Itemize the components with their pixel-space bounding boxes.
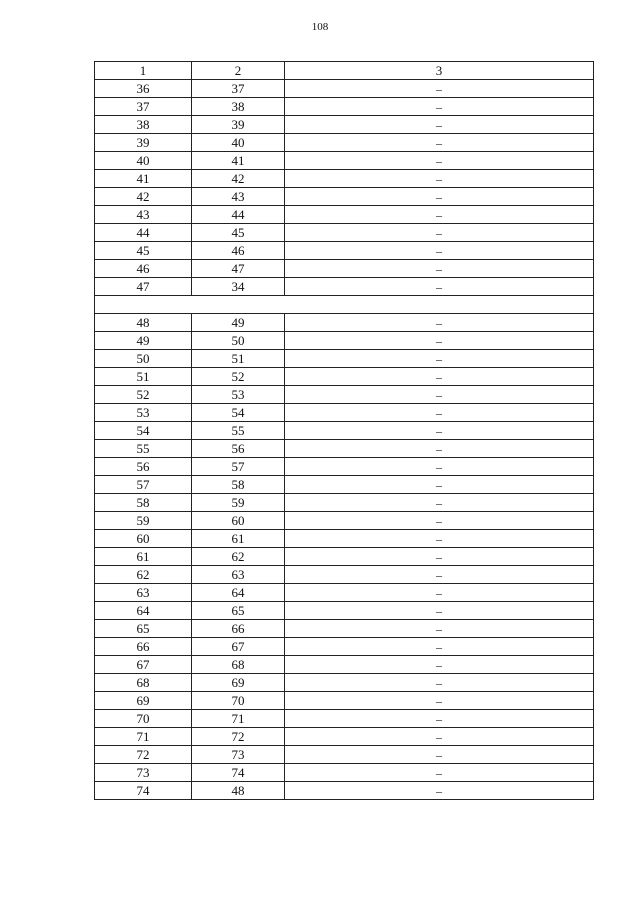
table-cell-col1: 70 <box>95 710 192 728</box>
table-row <box>95 332 594 350</box>
table-row <box>95 638 594 656</box>
table-row <box>95 80 594 98</box>
table-cell-col1: 51 <box>95 368 192 386</box>
table-row <box>95 782 594 800</box>
table-cell-col2: 65 <box>192 602 285 620</box>
table-cell-col1: 58 <box>95 494 192 512</box>
table-cell-col2: 43 <box>192 188 285 206</box>
table-row <box>95 170 594 188</box>
table-cell-col1: 67 <box>95 656 192 674</box>
table-row <box>95 602 594 620</box>
table-row <box>95 242 594 260</box>
table-cell-col1: 38 <box>95 116 192 134</box>
table-cell-col1: 46 <box>95 260 192 278</box>
table-row <box>95 404 594 422</box>
table-cell-col2: 52 <box>192 368 285 386</box>
table-cell-col1: 49 <box>95 332 192 350</box>
table-cell-col2: 46 <box>192 242 285 260</box>
table-cell-col2: 44 <box>192 206 285 224</box>
header-row <box>95 62 594 80</box>
table-cell-col2: 50 <box>192 332 285 350</box>
table-cell-col3: – <box>285 242 594 260</box>
table-cell-col3: – <box>285 512 594 530</box>
table-cell-col3: – <box>285 260 594 278</box>
table-cell-col1: 40 <box>95 152 192 170</box>
table-cell-col3: – <box>285 206 594 224</box>
table-cell-col1: 72 <box>95 746 192 764</box>
table-cell-col3: – <box>285 530 594 548</box>
table-cell-col3: – <box>285 278 594 296</box>
table-cell-col3: – <box>285 332 594 350</box>
column-header-3: 3 <box>285 62 594 80</box>
table-cell-col3: – <box>285 134 594 152</box>
table-row <box>95 188 594 206</box>
table-cell-col1: 53 <box>95 404 192 422</box>
table-cell-col2: 64 <box>192 584 285 602</box>
table-cell-col3: – <box>285 368 594 386</box>
table-row <box>95 224 594 242</box>
table-cell-col1: 50 <box>95 350 192 368</box>
table-row <box>95 494 594 512</box>
table-cell-col3: – <box>285 404 594 422</box>
table-row <box>95 764 594 782</box>
table-row <box>95 566 594 584</box>
table-row <box>95 116 594 134</box>
table-cell-col3: – <box>285 440 594 458</box>
table-cell-col2: 39 <box>192 116 285 134</box>
table-cell-col1: 56 <box>95 458 192 476</box>
table-cell-col1: 52 <box>95 386 192 404</box>
table-cell-col3: – <box>285 314 594 332</box>
table-body <box>95 62 594 800</box>
table-cell-col2: 55 <box>192 422 285 440</box>
table-cell-col3: – <box>285 188 594 206</box>
table-cell-col1: 48 <box>95 314 192 332</box>
table-cell-col1: 54 <box>95 422 192 440</box>
table-cell-col1: 68 <box>95 674 192 692</box>
table-cell-col3: – <box>285 98 594 116</box>
table-cell-col1: 45 <box>95 242 192 260</box>
page-number: 108 <box>311 21 329 33</box>
table-cell-col2: 70 <box>192 692 285 710</box>
table-cell-col1: 64 <box>95 602 192 620</box>
table-cell-col3: – <box>285 152 594 170</box>
table-row <box>95 314 594 332</box>
column-header-2: 2 <box>192 62 285 80</box>
table-cell-col3: – <box>285 638 594 656</box>
table-row <box>95 512 594 530</box>
table-cell-col3: – <box>285 224 594 242</box>
table-row <box>95 584 594 602</box>
table-cell-col1: 62 <box>95 566 192 584</box>
table-cell-col3: – <box>285 386 594 404</box>
table-row <box>95 368 594 386</box>
table-row <box>95 206 594 224</box>
table-cell-col3: – <box>285 548 594 566</box>
table-row <box>95 746 594 764</box>
table-cell-col2: 66 <box>192 620 285 638</box>
table-cell-col2: 57 <box>192 458 285 476</box>
table-cell-col2: 47 <box>192 260 285 278</box>
table-cell-col1: 44 <box>95 224 192 242</box>
table-row <box>95 260 594 278</box>
table-row <box>95 476 594 494</box>
table-cell-col2: 38 <box>192 98 285 116</box>
table-row <box>95 278 594 296</box>
table-cell-col2: 68 <box>192 656 285 674</box>
table-cell-col2: 74 <box>192 764 285 782</box>
table-cell-col3: – <box>285 782 594 800</box>
table-cell-col2: 56 <box>192 440 285 458</box>
table-row <box>95 620 594 638</box>
table-cell-col3: – <box>285 764 594 782</box>
column-header-1: 1 <box>95 62 192 80</box>
table-cell-col2: 58 <box>192 476 285 494</box>
table-cell-col3: – <box>285 746 594 764</box>
table-cell-col1: 39 <box>95 134 192 152</box>
table-cell-col2: 60 <box>192 512 285 530</box>
table-row <box>95 530 594 548</box>
table-cell-col2: 34 <box>192 278 285 296</box>
table-cell-col2: 41 <box>192 152 285 170</box>
table-cell-col3: – <box>285 584 594 602</box>
table-cell-col3: – <box>285 422 594 440</box>
table-row <box>95 422 594 440</box>
table-row <box>95 674 594 692</box>
table-cell-col3: – <box>285 494 594 512</box>
table-cell-col2: 51 <box>192 350 285 368</box>
table-row <box>95 692 594 710</box>
table-cell-col3: – <box>285 656 594 674</box>
table-cell-col2: 42 <box>192 170 285 188</box>
table-cell-col3: – <box>285 116 594 134</box>
table-row <box>95 728 594 746</box>
table-cell-col1: 59 <box>95 512 192 530</box>
table-cell-col2: 71 <box>192 710 285 728</box>
table-row <box>95 548 594 566</box>
table-cell-col1: 43 <box>95 206 192 224</box>
table-cell-col3: – <box>285 710 594 728</box>
table-cell-col2: 54 <box>192 404 285 422</box>
table-cell-col1: 41 <box>95 170 192 188</box>
table-cell-col3: – <box>285 350 594 368</box>
table-cell-col2: 49 <box>192 314 285 332</box>
table-cell-col3: – <box>285 80 594 98</box>
table-cell-col2: 37 <box>192 80 285 98</box>
table-cell-col3: – <box>285 458 594 476</box>
table-cell-col1: 69 <box>95 692 192 710</box>
table-row <box>95 656 594 674</box>
table-cell-col1: 36 <box>95 80 192 98</box>
table-cell-col2: 62 <box>192 548 285 566</box>
table-cell-col1: 65 <box>95 620 192 638</box>
table-cell-col1: 61 <box>95 548 192 566</box>
table-cell-col3: – <box>285 602 594 620</box>
table-cell-col2: 45 <box>192 224 285 242</box>
table-cell-col2: 73 <box>192 746 285 764</box>
table-cell-col1: 63 <box>95 584 192 602</box>
table-row <box>95 134 594 152</box>
table-cell-col1: 71 <box>95 728 192 746</box>
table-cell-col3: – <box>285 692 594 710</box>
table-cell-col3: – <box>285 170 594 188</box>
table-cell-col2: 67 <box>192 638 285 656</box>
data-table <box>94 61 594 800</box>
table-cell-col2: 72 <box>192 728 285 746</box>
table-cell-col2: 40 <box>192 134 285 152</box>
table-row <box>95 152 594 170</box>
table-cell-col1: 37 <box>95 98 192 116</box>
table-cell-col1: 55 <box>95 440 192 458</box>
table-cell-col1: 57 <box>95 476 192 494</box>
table-cell-col3: – <box>285 620 594 638</box>
table-cell-col1: 47 <box>95 278 192 296</box>
table-cell-col2: 53 <box>192 386 285 404</box>
group-separator-cell <box>95 296 594 314</box>
table-cell-col3: – <box>285 566 594 584</box>
table-cell-col2: 63 <box>192 566 285 584</box>
table-cell-col2: 59 <box>192 494 285 512</box>
table-cell-col2: 69 <box>192 674 285 692</box>
group-separator-row <box>95 296 594 314</box>
table-cell-col1: 42 <box>95 188 192 206</box>
table-cell-col2: 48 <box>192 782 285 800</box>
table-cell-col3: – <box>285 728 594 746</box>
table-row <box>95 98 594 116</box>
table-cell-col1: 60 <box>95 530 192 548</box>
table-row <box>95 350 594 368</box>
table-cell-col1: 73 <box>95 764 192 782</box>
table-cell-col3: – <box>285 674 594 692</box>
table-cell-col2: 61 <box>192 530 285 548</box>
table-cell-col1: 66 <box>95 638 192 656</box>
table-row <box>95 710 594 728</box>
table-row <box>95 458 594 476</box>
table-cell-col3: – <box>285 476 594 494</box>
table-cell-col1: 74 <box>95 782 192 800</box>
table-row <box>95 386 594 404</box>
table-row <box>95 440 594 458</box>
